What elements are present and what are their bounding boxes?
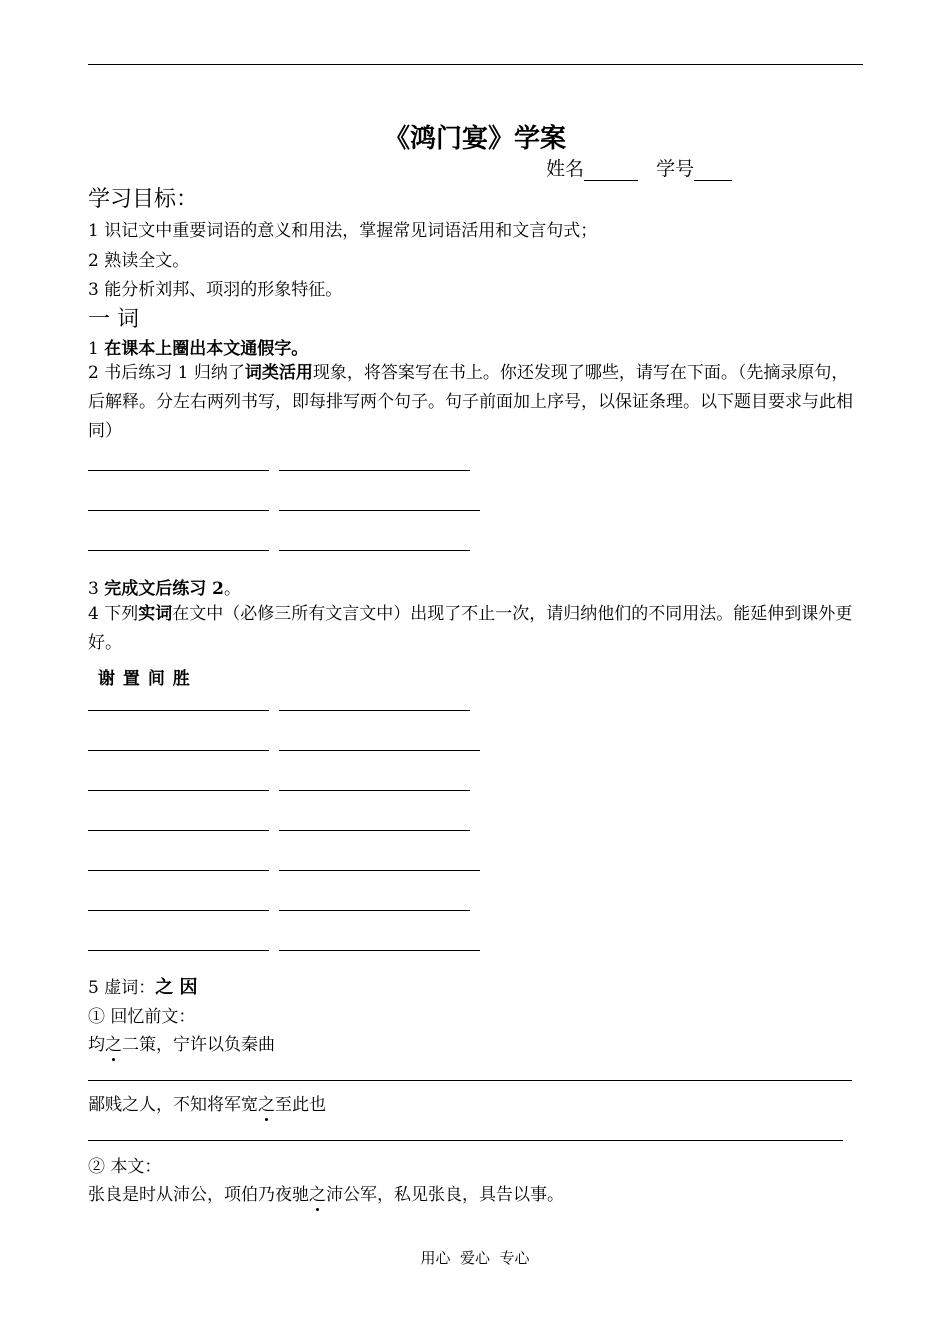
answer-line[interactable] [88,1140,843,1141]
question-text: 2 书后练习 1 归纳了 [88,363,245,383]
answer-line[interactable] [88,550,269,551]
question-number: 3 [88,579,105,599]
answer-line[interactable] [88,1080,852,1081]
answer-line[interactable] [279,710,470,711]
answer-line[interactable] [279,790,470,791]
answer-line[interactable] [279,550,470,551]
emphasized-char: 之 [309,1185,326,1205]
page-footer: 用心 爱心 专心 [420,1249,530,1267]
name-id-row [546,154,732,181]
sentence-text: 鄙贱之人，不知将军宽 [88,1095,258,1115]
header-rule [88,64,863,65]
objective-item: 3 能分析刘邦、项羽的形象特征。 [88,280,343,300]
answer-line[interactable] [279,470,470,471]
question-5 [88,973,198,999]
sentence-text: 张良是时从沛公，项伯乃夜驰 [88,1185,309,1205]
name-blank[interactable] [584,160,638,181]
question-text: 5 虚词： [88,978,156,998]
objective-item: 2 熟读全文。 [88,251,190,271]
question-text: 在课本上圈出本文通假字。 [104,339,309,359]
section-heading: 一 词 [88,307,139,332]
question-1 [88,334,308,359]
answer-line[interactable] [279,910,470,911]
answer-line[interactable] [88,830,269,831]
question-2 [88,359,864,446]
question-number: 1 [88,339,105,359]
answer-line[interactable] [279,870,480,871]
content-words: 谢 置 间 胜 [98,669,190,689]
question-keyword: 实词 [138,604,173,624]
answer-line[interactable] [88,710,269,711]
sentence-text: 二策，宁许以负秦曲 [122,1035,275,1055]
question-text: 4 下列 [88,604,139,624]
text-label: ② 本文： [88,1157,162,1177]
example-sentence [88,1030,275,1055]
recall-label: ① 回忆前文： [88,1007,196,1027]
answer-line[interactable] [88,510,269,511]
sentence-text: 至此也 [275,1095,326,1115]
answer-line[interactable] [88,470,269,471]
question-text: 在文中（必修三所有文言文中）出现了不止一次，请归纳他们的不同用法。能延伸到课外更好。 [88,604,853,653]
emphasized-char: 之 [105,1035,122,1055]
answer-line[interactable] [88,950,269,951]
question-text: 完成文后练习 [104,579,207,599]
answer-line[interactable] [279,510,480,511]
question-3 [88,574,241,599]
answer-line[interactable] [279,750,480,751]
id-blank[interactable] [694,160,732,181]
emphasized-char: 之 [258,1095,275,1115]
question-text: 现象，将答案写在书上。你还发现了哪些，请写在下面。（先摘录原句，后解释。分左右两列书写，即每排写两个句子。句子前面加上序号，以保证条理。以下题目要求与此相同） [88,363,853,441]
exercise-number: 2 [206,579,224,599]
answer-line[interactable] [88,910,269,911]
answer-line[interactable] [88,790,269,791]
punctuation: 。 [223,579,241,599]
sentence-text: 均 [88,1035,105,1055]
answer-line[interactable] [279,950,480,951]
answer-line[interactable] [279,830,470,831]
sentence-text: 沛公军，私见张良，具告以事。 [326,1185,564,1205]
objectives-heading: 学习目标： [88,187,199,212]
example-sentence [88,1180,564,1205]
question-4 [88,600,864,658]
objective-item: 1 识记文中重要词语的意义和用法，掌握常见词语活用和文言句式； [88,221,598,241]
answer-line[interactable] [88,750,269,751]
page-title: 《鸿门宴》学案 [383,124,566,154]
answer-line[interactable] [88,870,269,871]
name-label: 姓名 [546,158,585,180]
id-label: 学号 [656,158,695,180]
question-keyword: 词类活用 [244,363,313,383]
function-words: 之 因 [155,977,198,998]
example-sentence [88,1090,326,1115]
